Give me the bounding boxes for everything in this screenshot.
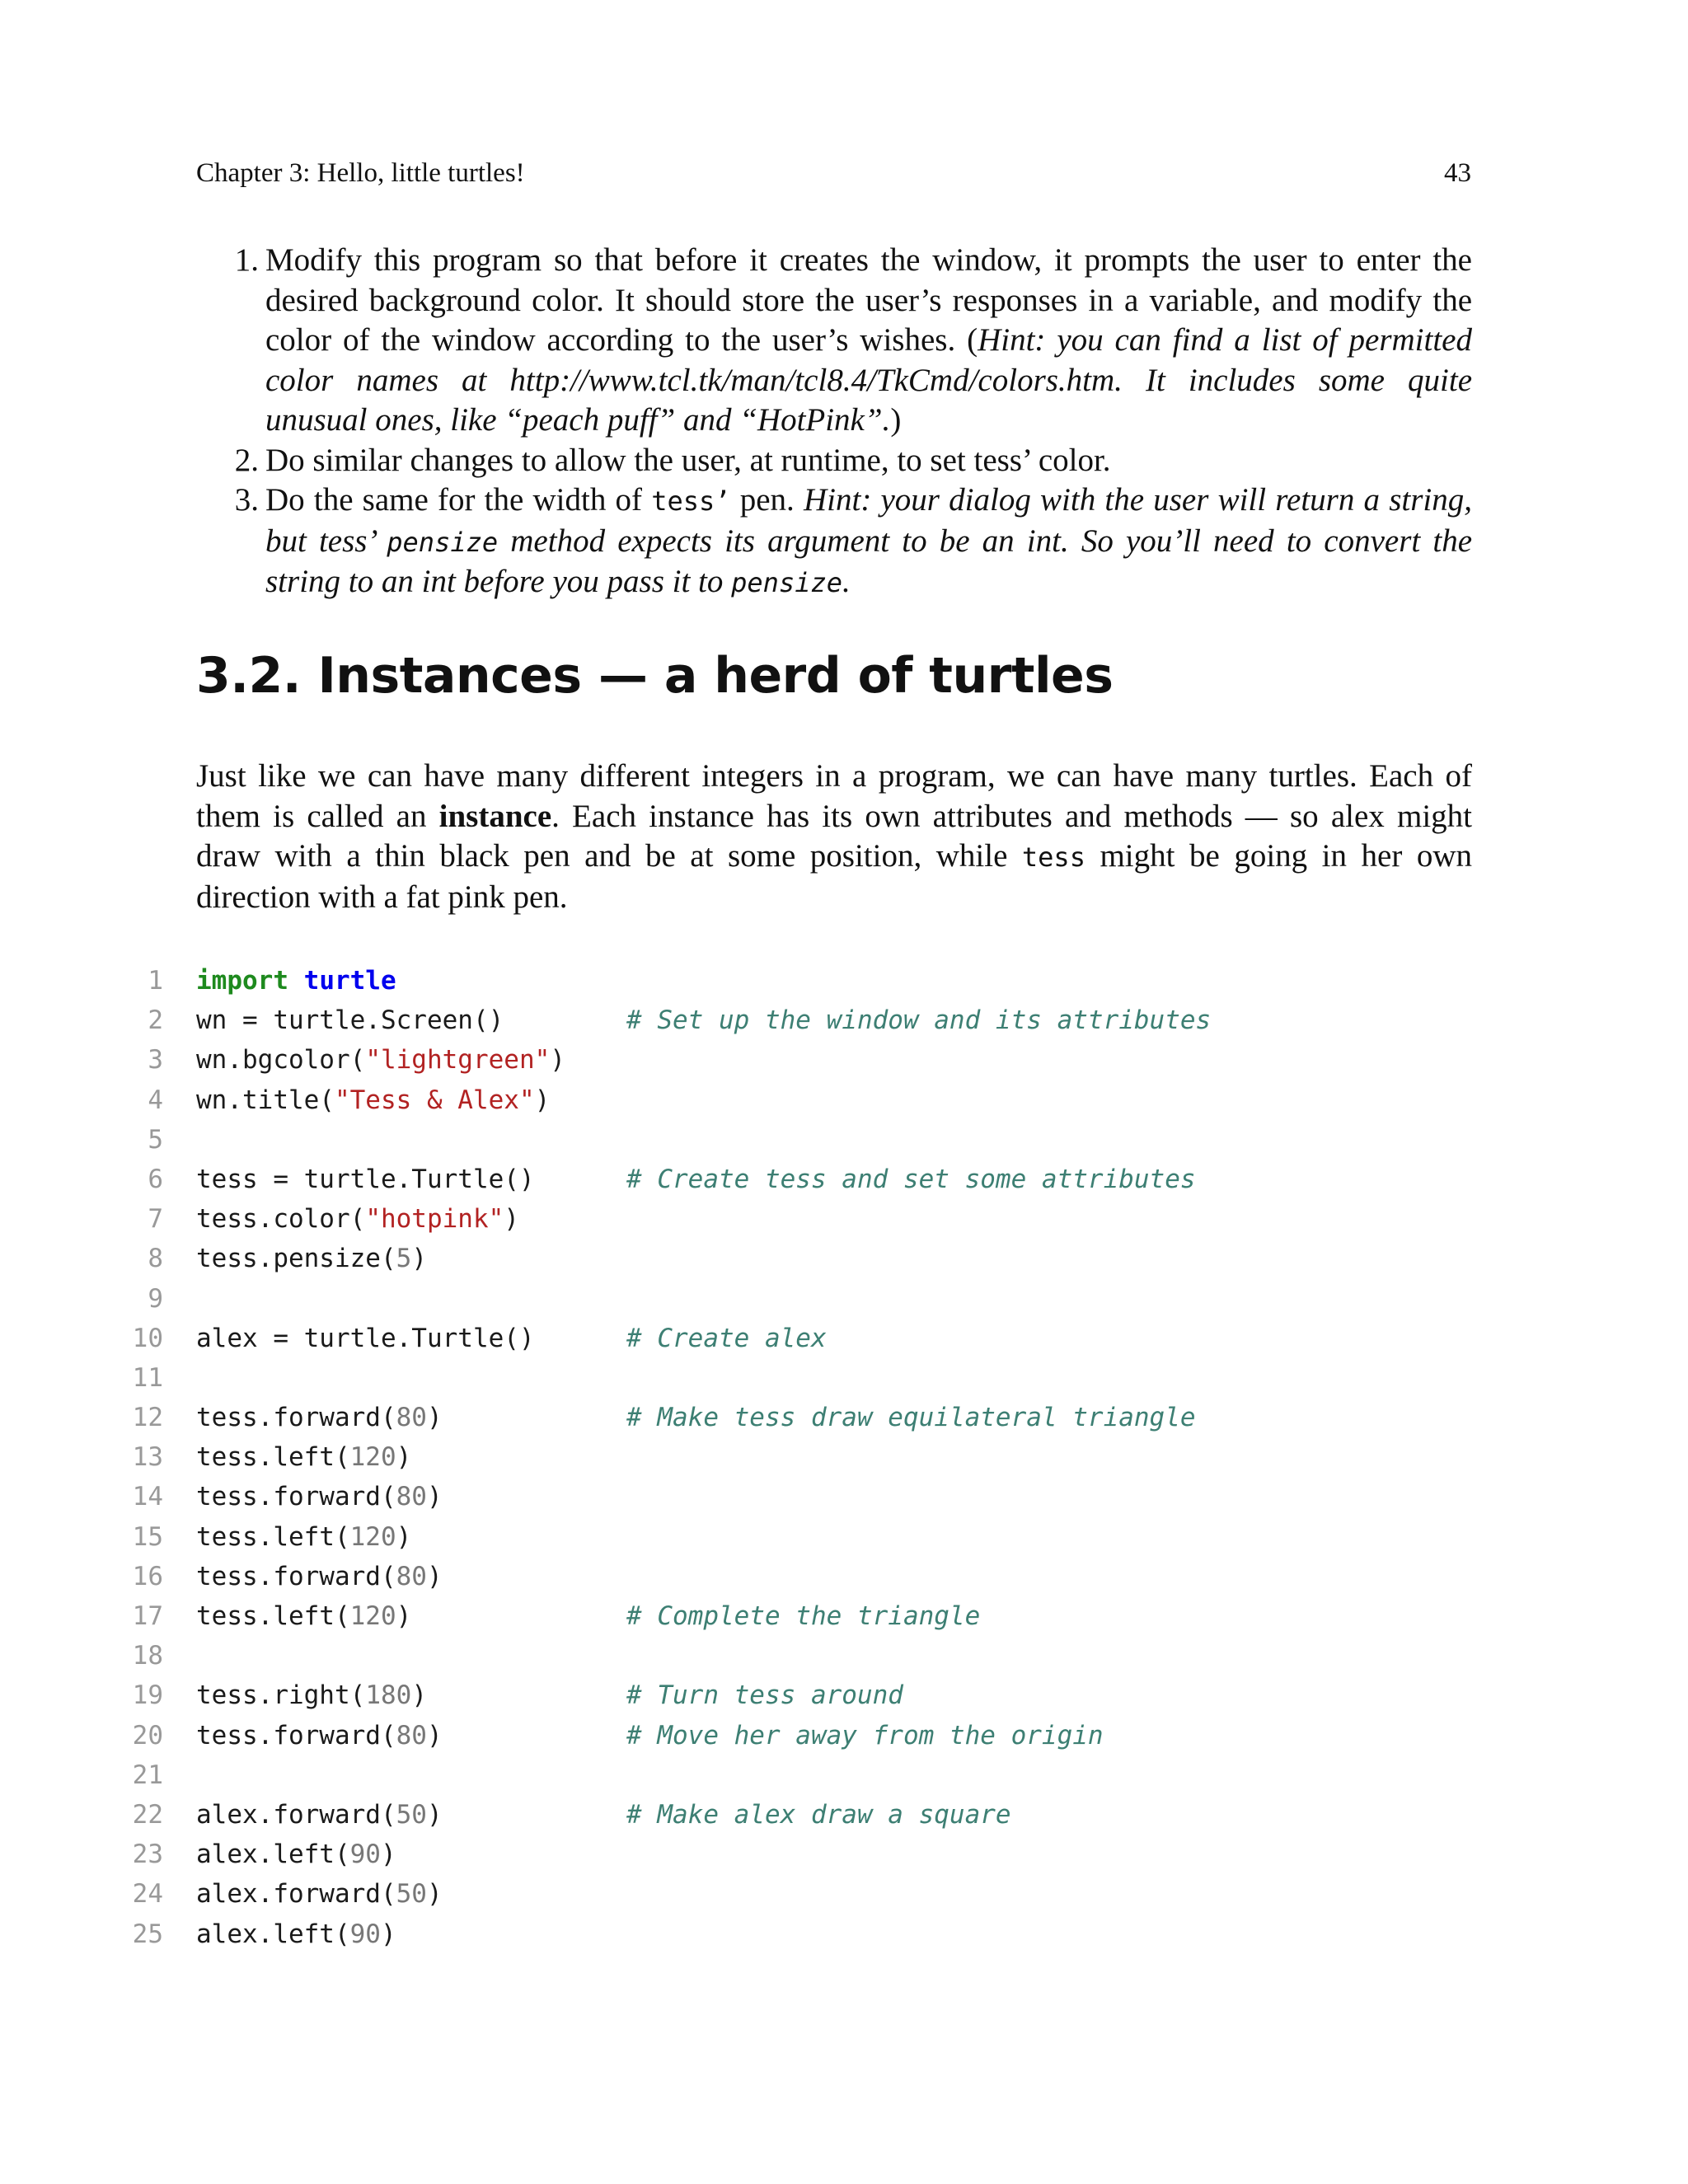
code-token: 80 <box>396 1403 427 1433</box>
code-token: ) <box>504 1204 519 1235</box>
code-line <box>124 1040 1525 1080</box>
code-token: tess.color( <box>196 1204 366 1235</box>
code-source <box>196 1477 443 1516</box>
code-comment: # Move her away from the origin <box>626 1720 1104 1750</box>
code-token: wn = turtle.Screen() <box>196 1005 504 1036</box>
code-line <box>124 1160 1525 1199</box>
line-number: 17 <box>132 1601 163 1631</box>
line-number: 10 <box>132 1323 163 1353</box>
code-source <box>196 1319 535 1358</box>
code-line <box>124 1120 1525 1160</box>
code-line <box>124 1795 1525 1835</box>
item-text: Modify this program so that before it creates the window, it prompts the user to enter the desired background color. It should store the user’s responses in a variable, and modify the color of the window according to the user’s wishes. ( <box>265 242 1472 358</box>
line-number: 3 <box>148 1045 163 1076</box>
code-token: ) <box>426 1482 443 1512</box>
item-number: 3. <box>234 482 259 518</box>
code-token: tess.forward( <box>196 1720 396 1750</box>
line-number: 6 <box>148 1164 163 1194</box>
code-source <box>196 1517 411 1557</box>
item-text: Do similar changes to allow the user, at runtime, to set tess’ color. <box>265 442 1111 478</box>
code-token: tess.left( <box>196 1442 350 1473</box>
code-line <box>124 1001 1525 1040</box>
code-line <box>124 1517 1525 1557</box>
line-number: 14 <box>132 1482 163 1512</box>
code-source <box>196 1239 427 1278</box>
code-line <box>124 1835 1525 1874</box>
code-source <box>196 1398 443 1437</box>
code-token: ) <box>426 1799 443 1830</box>
code-line <box>124 1358 1525 1398</box>
line-number: 22 <box>132 1799 163 1830</box>
code-source <box>196 1160 535 1199</box>
code-source <box>196 1080 550 1120</box>
inline-code: tess <box>1021 841 1085 873</box>
line-number: 20 <box>132 1720 163 1750</box>
line-number: 21 <box>132 1760 163 1790</box>
paragraph-text: might be going in her own direction with a fat pink pen. <box>196 838 1472 915</box>
line-number: 13 <box>132 1442 163 1473</box>
code-source <box>196 1437 411 1477</box>
code-line <box>124 1239 1525 1278</box>
code-line <box>124 1398 1525 1437</box>
code-listing <box>124 961 1525 1954</box>
code-line <box>124 1557 1525 1596</box>
code-token: ) <box>380 1919 396 1949</box>
code-source <box>196 1596 411 1636</box>
code-token: 180 <box>365 1680 412 1711</box>
code-token: "hotpink" <box>365 1204 504 1235</box>
code-token: import <box>196 966 288 996</box>
item-text-close: ) <box>890 402 902 438</box>
line-number: 16 <box>132 1561 163 1591</box>
body-paragraph <box>196 757 1472 917</box>
code-line <box>124 1279 1525 1319</box>
line-number: 5 <box>148 1124 163 1155</box>
code-token: alex.left( <box>196 1840 350 1870</box>
code-token: 50 <box>396 1799 427 1830</box>
line-number: 24 <box>132 1879 163 1910</box>
line-number: 8 <box>148 1244 163 1274</box>
code-source <box>196 1716 443 1755</box>
code-line <box>124 1874 1525 1914</box>
code-token: ) <box>396 1601 412 1631</box>
code-source <box>196 1915 396 1954</box>
code-line <box>124 1915 1525 1954</box>
exercise-item <box>223 480 1472 603</box>
code-token: ) <box>534 1085 551 1115</box>
code-token: ) <box>411 1680 427 1711</box>
code-token: 90 <box>349 1840 381 1870</box>
item-hint: Hint: your dialog with the user will return a string, but tess’ <box>265 482 1473 559</box>
code-token: ) <box>426 1403 443 1433</box>
item-hint: Hint: you can find a list of permitted color names at http://www.tcl.tk/man/tcl8.4/TkCmd/colors.htm. It includes some quite unusual ones, like “peach puff” and “HotPink”. <box>265 322 1472 438</box>
line-number: 11 <box>132 1362 163 1393</box>
line-number: 15 <box>132 1521 163 1552</box>
code-source <box>196 1795 443 1835</box>
exercise-item <box>223 241 1472 441</box>
code-token: "Tess & Alex" <box>334 1085 535 1115</box>
code-comment: # Set up the window and its attributes <box>626 1005 1212 1036</box>
code-source <box>196 1001 504 1040</box>
code-token: tess.forward( <box>196 1403 396 1433</box>
line-number: 9 <box>148 1283 163 1314</box>
line-number: 2 <box>148 1005 163 1036</box>
code-token: "lightgreen" <box>365 1045 551 1076</box>
code-line <box>124 1319 1525 1358</box>
code-comment: # Make tess draw equilateral triangle <box>626 1403 1196 1433</box>
paragraph-text: . Each instance has its own attributes and methods — so alex might draw with a thin black pen and be at some position, while <box>196 798 1472 874</box>
code-token: ) <box>411 1244 427 1274</box>
code-line <box>124 1675 1525 1715</box>
page-number: 43 <box>1444 158 1471 188</box>
code-line <box>124 1477 1525 1516</box>
code-token: 80 <box>396 1482 427 1512</box>
code-token: ) <box>396 1521 412 1552</box>
code-token: alex.forward( <box>196 1799 396 1830</box>
code-token: 120 <box>349 1442 396 1473</box>
code-token: 5 <box>396 1244 412 1274</box>
line-number: 25 <box>132 1919 163 1949</box>
chapter-title: Chapter 3: Hello, little turtles! <box>196 158 525 188</box>
line-number: 7 <box>148 1204 163 1235</box>
bold-term: instance <box>438 798 552 834</box>
exercise-item <box>223 441 1472 481</box>
code-comment: # Create alex <box>626 1323 827 1353</box>
code-source <box>196 1199 519 1239</box>
code-token: ) <box>426 1561 443 1591</box>
item-text: Do the same for the width of <box>265 482 652 518</box>
code-token: tess.right( <box>196 1680 366 1711</box>
code-token: 120 <box>349 1601 396 1631</box>
item-text: pen. <box>730 482 804 518</box>
code-source <box>196 961 396 1001</box>
inline-code: tess’ <box>651 485 731 517</box>
code-token: 50 <box>396 1879 427 1910</box>
code-source <box>196 1557 443 1596</box>
item-hint: . <box>842 564 851 599</box>
code-line <box>124 1080 1525 1120</box>
code-comment: # Create tess and set some attributes <box>626 1164 1196 1194</box>
line-number: 4 <box>148 1085 163 1115</box>
code-line <box>124 961 1525 1001</box>
code-token: 120 <box>349 1521 396 1552</box>
code-source <box>196 1835 396 1874</box>
paragraph-text: Just like we can have many different integers in a program, we can have many turtles. Each of them is called an <box>196 758 1472 834</box>
code-comment: # Complete the triangle <box>626 1601 981 1631</box>
code-token: tess.forward( <box>196 1561 396 1591</box>
item-hint: method expects its argument to be an int. So you’ll need to convert the string to an int before you pass it to <box>265 523 1473 599</box>
section-heading: 3.2. Instances — a herd of turtles <box>196 647 1114 705</box>
code-token: ) <box>550 1045 565 1076</box>
code-token: tess.left( <box>196 1521 350 1552</box>
code-token: tess.left( <box>196 1601 350 1631</box>
item-number: 2. <box>234 442 259 478</box>
code-comment: # Make alex draw a square <box>626 1799 1011 1830</box>
code-token <box>288 966 304 996</box>
code-line <box>124 1636 1525 1675</box>
code-token: ) <box>426 1879 443 1910</box>
code-token: tess = turtle.Turtle() <box>196 1164 535 1194</box>
code-token: wn.bgcolor( <box>196 1045 366 1076</box>
code-line <box>124 1199 1525 1239</box>
code-line <box>124 1716 1525 1755</box>
code-comment: # Turn tess around <box>626 1680 903 1711</box>
code-token: alex = turtle.Turtle() <box>196 1323 535 1353</box>
code-token: 80 <box>396 1720 427 1750</box>
code-token: ) <box>380 1840 396 1870</box>
line-number: 23 <box>132 1840 163 1870</box>
code-source <box>196 1675 427 1715</box>
code-token: tess.pensize( <box>196 1244 396 1274</box>
inline-code: pensize <box>387 526 499 558</box>
line-number: 19 <box>132 1680 163 1711</box>
code-token: wn.title( <box>196 1085 335 1115</box>
inline-code: pensize <box>731 567 842 598</box>
item-number: 1. <box>234 242 259 278</box>
code-token: 80 <box>396 1561 427 1591</box>
code-token: turtle <box>303 966 396 996</box>
code-source <box>196 1874 443 1914</box>
code-line <box>124 1596 1525 1636</box>
code-line <box>124 1755 1525 1795</box>
code-token: 90 <box>349 1919 381 1949</box>
line-number: 1 <box>148 966 163 996</box>
code-line <box>124 1437 1525 1477</box>
code-token: alex.left( <box>196 1919 350 1949</box>
code-token: alex.forward( <box>196 1879 396 1910</box>
code-source <box>196 1040 565 1080</box>
exercise-list <box>223 241 1472 603</box>
line-number: 12 <box>132 1403 163 1433</box>
line-number: 18 <box>132 1641 163 1671</box>
code-token: ) <box>396 1442 412 1473</box>
code-token: ) <box>426 1720 443 1750</box>
code-token: tess.forward( <box>196 1482 396 1512</box>
